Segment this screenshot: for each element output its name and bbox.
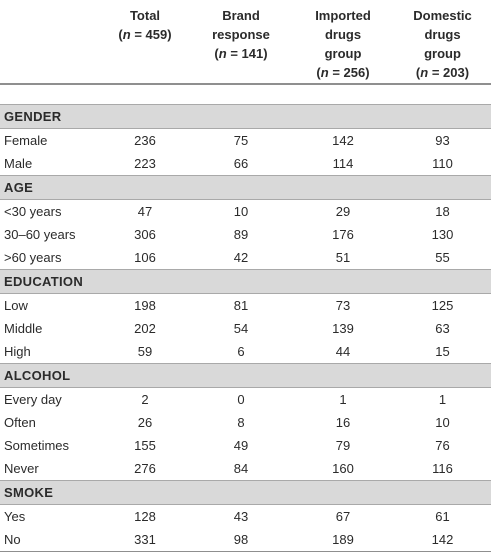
cell-brand-response: 54: [233, 321, 249, 336]
cell-domestic: 125: [431, 298, 454, 313]
header-spacer: [0, 84, 491, 105]
section-header-age: [0, 176, 491, 200]
cell-brand-response: 8: [237, 415, 245, 430]
table-row: [0, 223, 491, 246]
cell-brand-response: 81: [233, 298, 249, 313]
section-header-smoke: [0, 481, 491, 505]
header-label-column: [0, 0, 100, 84]
header-brand-line-2: response: [212, 27, 270, 42]
cell-domestic: 110: [432, 156, 453, 171]
cell-total: 331: [100, 528, 190, 552]
cell-brand-response: 66: [233, 156, 249, 171]
table-row: [0, 129, 491, 153]
table-body: [0, 84, 491, 552]
row-label: Yes: [4, 509, 26, 524]
cell-imported: 114: [332, 156, 354, 171]
header-imported-line-3: group: [324, 46, 362, 61]
table-row: [0, 388, 491, 412]
header-domestic-n: (n = 203): [415, 65, 470, 80]
cell-brand-response: 84: [233, 461, 249, 476]
table-row: [0, 340, 491, 364]
table-header: [0, 0, 491, 84]
cell-domestic: 130: [431, 227, 454, 242]
cell-imported: 29: [335, 204, 351, 219]
cell-brand-response: 49: [233, 438, 249, 453]
cell-total: 128: [134, 509, 156, 524]
cell-domestic: 55: [435, 250, 450, 265]
header-total-n: (n = 459): [118, 27, 172, 42]
cell-imported: 67: [335, 509, 351, 524]
cell-total: 26: [137, 415, 153, 430]
table-row: [0, 200, 491, 224]
cell-imported: 16: [335, 415, 351, 430]
row-label: Often: [4, 415, 36, 430]
table-row: [0, 152, 491, 176]
cell-imported: 160: [332, 461, 354, 476]
table-row: [0, 505, 491, 529]
header-total-line: Total: [129, 8, 161, 23]
cell-total: 236: [134, 133, 156, 148]
cell-brand-response: 75: [233, 133, 249, 148]
header-domestic-line-2: drugs: [424, 27, 461, 42]
table-row: [0, 457, 491, 481]
header-domestic-drugs: [394, 0, 491, 84]
row-label: Every day: [4, 392, 62, 407]
section-title: GENDER: [0, 105, 491, 129]
table-row: [0, 411, 491, 434]
table-row: [0, 434, 491, 457]
cell-brand-response: 43: [233, 509, 249, 524]
row-label: Sometimes: [4, 438, 70, 453]
table-row: [0, 294, 491, 318]
header-imported-n: (n = 256): [316, 65, 370, 80]
cell-domestic: 10: [435, 415, 450, 430]
header-domestic-line-3: group: [424, 46, 461, 61]
cell-total: 47: [137, 204, 153, 219]
cell-total: 306: [134, 227, 156, 242]
row-label: Middle: [4, 321, 43, 336]
section-title: EDUCATION: [0, 270, 491, 294]
cell-total: 276: [134, 461, 156, 476]
cell-imported: 79: [335, 438, 351, 453]
section-header-gender: [0, 105, 491, 129]
header-domestic-line-1: Domestic: [413, 8, 472, 23]
cell-imported: 73: [335, 298, 351, 313]
cell-total: 2: [141, 392, 149, 407]
cell-domestic: 142: [394, 528, 491, 552]
row-label: Female: [4, 133, 48, 148]
cell-imported: 51: [335, 250, 351, 265]
cell-brand-response: 6: [237, 344, 245, 359]
cell-domestic: 63: [435, 321, 450, 336]
table-row: [0, 246, 491, 270]
cell-brand-response: 0: [237, 392, 245, 407]
cell-total: 202: [134, 321, 156, 336]
row-label: >60 years: [4, 250, 62, 265]
cell-brand-response: 10: [233, 204, 249, 219]
cell-total: 106: [134, 250, 156, 265]
cell-brand-response: 42: [233, 250, 249, 265]
header-imported-line-1: Imported: [315, 8, 371, 23]
row-label: Never: [4, 461, 39, 476]
row-label: High: [4, 344, 31, 359]
table-row: [0, 317, 491, 340]
cell-brand-response: 98: [190, 528, 292, 552]
cell-domestic: 61: [435, 509, 450, 524]
cell-total: 223: [134, 156, 156, 171]
row-label: Male: [4, 156, 33, 171]
cell-domestic: 1: [438, 392, 447, 407]
section-title: ALCOHOL: [0, 364, 491, 388]
cell-total: 155: [134, 438, 156, 453]
row-label: 30–60 years: [4, 227, 76, 242]
row-label: Low: [4, 298, 28, 313]
cell-imported: 176: [332, 227, 354, 242]
header-total: [100, 0, 190, 84]
header-brand-response: [190, 0, 292, 84]
header-brand-line-1: Brand: [222, 8, 260, 23]
cell-imported: 139: [332, 321, 354, 336]
cell-total: 198: [134, 298, 156, 313]
cell-imported: 189: [292, 528, 394, 552]
section-header-alcohol: [0, 364, 491, 388]
row-label: <30 years: [4, 204, 62, 219]
section-header-education: [0, 270, 491, 294]
section-title: SMOKE: [0, 481, 491, 505]
cell-domestic: 93: [435, 133, 450, 148]
cell-imported: 1: [339, 392, 347, 407]
spacer-cell: [0, 84, 491, 105]
header-brand-n: (n = 141): [214, 46, 268, 61]
section-title: AGE: [0, 176, 491, 200]
row-label: No: [0, 528, 100, 552]
cell-domestic: 116: [432, 461, 453, 476]
header-imported-line-2: drugs: [324, 27, 362, 42]
cell-domestic: 18: [435, 204, 450, 219]
cell-domestic: 15: [435, 344, 450, 359]
cell-total: 59: [137, 344, 153, 359]
cell-imported: 44: [335, 344, 351, 359]
cell-domestic: 76: [435, 438, 450, 453]
cell-imported: 142: [332, 133, 354, 148]
table-row: [0, 528, 491, 552]
cell-brand-response: 89: [233, 227, 249, 242]
header-imported-drugs: [292, 0, 394, 84]
